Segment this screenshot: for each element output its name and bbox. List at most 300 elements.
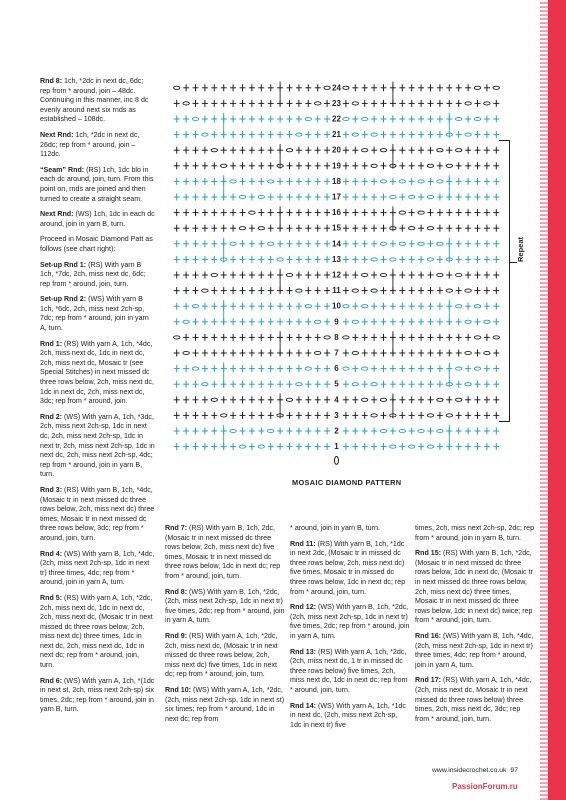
chart-stitch-symbol <box>399 303 405 310</box>
chart-stitch-symbol <box>183 256 189 263</box>
chart-stitch-symbol <box>240 209 246 216</box>
chart-stitch-symbol <box>437 100 443 107</box>
instruction-paragraph <box>415 524 535 543</box>
chart-stitch-symbol <box>428 318 434 325</box>
chart-stitch-symbol <box>324 116 330 123</box>
chart-stitch-symbol <box>409 350 415 357</box>
chart-stitch-symbol <box>428 84 434 91</box>
chart-stitch-symbol <box>183 320 189 323</box>
chart-stitch-symbol <box>484 334 490 341</box>
round-text: (WS) 1ch, 1dc in each dc around, join in yarn B, turn. <box>40 210 155 228</box>
chart-stitch-symbol <box>249 318 255 325</box>
chart-stitch-symbol <box>305 225 311 232</box>
chart-stitch-symbol <box>193 334 199 341</box>
chart-stitch-symbol <box>240 100 246 107</box>
chart-stitch-symbol <box>399 116 405 123</box>
chart-stitch-symbol <box>211 149 217 152</box>
chart-stitch-symbol <box>268 209 274 216</box>
chart-stitch-symbol <box>174 131 180 138</box>
round-text: (WS) With yarn A, 1ch, *2dc, (2ch, miss next 2ch-sp, 1dc in next st) six times; rep from * around, 1dc in next dc; rep from <box>165 685 285 723</box>
chart-stitch-symbol <box>211 381 217 388</box>
chart-stitch-symbol <box>343 131 349 138</box>
chart-stitch-symbol <box>446 225 452 232</box>
chart-stitch-symbol <box>315 412 321 419</box>
chart-stitch-symbol <box>193 287 199 294</box>
chart-stitch-symbol <box>305 84 311 91</box>
chart-stitch-symbol <box>446 289 452 292</box>
chart-stitch-symbol <box>183 116 189 123</box>
chart-stitch-symbol <box>352 412 358 419</box>
chart-stitch-symbol <box>268 147 274 154</box>
chart-stitch-symbol <box>315 84 321 91</box>
instruction-paragraph <box>290 524 410 534</box>
chart-stitch-symbol <box>428 381 434 388</box>
chart-stitch-symbol <box>258 396 264 403</box>
chart-stitch-symbol <box>428 209 434 216</box>
chart-stitch-symbol <box>390 365 396 372</box>
chart-stitch-symbol <box>399 429 405 432</box>
chart-stitch-symbol <box>211 365 217 372</box>
chart-stitch-symbol <box>456 117 462 120</box>
chart-stitch-symbol <box>315 131 321 138</box>
instruction-paragraph <box>290 648 410 696</box>
chart-stitch-symbol <box>258 240 264 247</box>
instruction-paragraph <box>40 261 155 290</box>
chart-stitch-symbol <box>465 383 471 386</box>
chart-stitch-symbol <box>390 258 396 261</box>
chart-stitch-symbol <box>287 116 293 123</box>
chart-stitch-symbol <box>371 334 377 341</box>
chart-stitch-symbol <box>381 116 387 123</box>
chart-stitch-symbol <box>465 178 471 185</box>
chart-stitch-symbol <box>249 147 255 154</box>
chart-stitch-symbol <box>399 162 405 169</box>
chart-stitch-symbol <box>193 272 199 279</box>
chart-stitch-symbol <box>315 225 321 232</box>
chart-stitch-symbol <box>211 256 217 263</box>
chart-stitch-symbol <box>258 365 264 372</box>
chart-stitch-symbol <box>296 303 302 310</box>
chart-stitch-symbol <box>362 194 368 201</box>
chart-stitch-symbol <box>202 318 208 325</box>
chart-stitch-symbol <box>399 180 405 183</box>
chart-stitch-symbol <box>249 272 255 279</box>
chart-stitch-symbol <box>437 180 443 183</box>
round-label: Rnd 8: <box>165 587 188 596</box>
chart-stitch-symbol <box>268 180 274 183</box>
chart-stitch-symbol <box>296 147 302 154</box>
chart-stitch-symbol <box>352 116 358 123</box>
chart-stitch-symbol <box>409 396 415 403</box>
chart-stitch-symbol <box>192 305 198 308</box>
chart-stitch-symbol <box>399 318 405 325</box>
chart-stitch-symbol <box>230 242 236 245</box>
chart-stitch-symbol <box>277 443 283 450</box>
chart-stitch-symbol <box>475 240 481 247</box>
chart-stitch-symbol <box>296 383 302 386</box>
chart-stitch-symbol <box>437 116 443 123</box>
chart-stitch-symbol <box>258 303 264 310</box>
chart-stitch-symbol <box>211 428 217 435</box>
chart-stitch-symbol <box>343 256 349 263</box>
chart-stitch-symbol <box>399 365 405 372</box>
chart-stitch-symbol <box>456 350 462 357</box>
chart-stitch-symbol <box>324 303 330 310</box>
chart-stitch-symbol <box>381 303 387 310</box>
chart-stitch-symbol <box>230 429 236 432</box>
chart-stitch-symbol <box>371 116 377 123</box>
chart-stitch-symbol <box>258 131 264 138</box>
chart-stitch-symbol <box>315 320 321 323</box>
chart-stitch-symbol <box>324 428 330 435</box>
chart-stitch-symbol <box>324 240 330 247</box>
chart-stitch-symbol <box>211 131 217 138</box>
instructions-column-2 <box>165 524 285 730</box>
chart-stitch-symbol <box>230 147 236 154</box>
chart-stitch-symbol <box>456 240 462 247</box>
chart-stitch-symbol <box>475 381 481 388</box>
chart-stitch-symbol <box>240 412 246 419</box>
chart-stitch-symbol <box>240 240 246 247</box>
chart-stitch-symbol <box>221 100 227 107</box>
chart-stitch-symbol <box>240 350 246 357</box>
instructions-column-1 <box>40 77 155 721</box>
chart-stitch-symbol <box>362 381 368 388</box>
chart-stitch-symbol <box>230 116 236 123</box>
round-label: Set-up Rnd 1: <box>40 260 87 269</box>
chart-stitch-symbol <box>221 396 227 403</box>
chart-stitch-symbol <box>324 412 330 419</box>
chart-stitch-symbol <box>315 116 321 123</box>
chart-stitch-symbol <box>211 318 217 325</box>
chart-stitch-symbol <box>183 412 189 419</box>
chart-stitch-symbol <box>484 443 490 450</box>
chart-stitch-symbol <box>343 240 349 247</box>
chart-stitch-symbol <box>296 116 302 123</box>
chart-stitch-symbol <box>484 209 490 216</box>
chart-stitch-symbol <box>437 242 443 245</box>
chart-stitch-symbol <box>446 396 452 403</box>
chart-stitch-symbol <box>240 256 246 263</box>
chart-stitch-symbol <box>202 133 208 136</box>
chart-stitch-symbol <box>428 350 434 357</box>
chart-stitch-symbol <box>268 303 274 310</box>
round-label: “Seam” Rnd: <box>40 165 85 174</box>
chart-stitch-symbol <box>174 240 180 247</box>
chart-stitch-symbol <box>380 398 386 401</box>
chart-stitch-symbol <box>484 303 490 310</box>
chart-stitch-symbol <box>174 365 180 372</box>
chart-stitch-symbol <box>343 194 349 201</box>
chart-stitch-symbol <box>399 443 405 450</box>
chart-stitch-symbol <box>409 272 415 279</box>
chart-stitch-symbol <box>211 273 217 276</box>
chart-stitch-symbol <box>183 334 189 341</box>
chart-stitch-symbol <box>202 256 208 263</box>
chart-stitch-symbol <box>352 428 358 435</box>
chart-row-number: 21 <box>332 130 341 140</box>
chart-stitch-symbol <box>493 116 499 123</box>
chart-stitch-symbol <box>268 381 274 388</box>
chart-stitch-symbol <box>437 443 443 450</box>
chart-stitch-symbol <box>324 318 330 325</box>
chart-stitch-symbol <box>324 162 330 169</box>
chart-stitch-symbol <box>418 131 424 138</box>
chart-stitch-symbol <box>465 272 471 279</box>
chart-stitch-symbol <box>343 381 349 388</box>
chart-stitch-symbol <box>287 131 293 138</box>
chart-stitch-symbol <box>418 84 424 91</box>
chart-stitch-symbol <box>456 209 462 216</box>
chart-stitch-symbol <box>305 367 311 370</box>
chart-stitch-symbol <box>249 428 255 435</box>
chart-stitch-symbol <box>315 209 321 216</box>
chart-stitch-symbol <box>296 225 302 232</box>
chart-stitch-symbol <box>305 117 311 120</box>
instruction-paragraph <box>415 632 535 670</box>
chart-stitch-symbol <box>221 272 227 279</box>
instruction-paragraph <box>290 540 410 598</box>
chart-stitch-symbol <box>230 209 236 216</box>
instruction-paragraph <box>40 550 155 588</box>
round-text: 1ch, *2dc in next dc, 26dc; rep from * around, join – 112dc. <box>40 130 140 159</box>
chart-stitch-symbol <box>352 334 358 341</box>
chart-stitch-symbol <box>456 84 462 91</box>
instruction-paragraph <box>40 413 155 480</box>
chart-stitch-symbol <box>465 225 471 232</box>
chart-stitch-symbol <box>174 225 180 232</box>
chart-stitch-symbol <box>183 381 189 388</box>
chart-stitch-symbol <box>343 443 349 450</box>
chart-stitch-symbol <box>296 412 302 419</box>
chart-stitch-symbol <box>465 102 471 105</box>
chart-stitch-symbol <box>352 162 358 169</box>
chart-stitch-symbol <box>258 412 264 419</box>
chart-stitch-symbol <box>418 365 424 372</box>
chart-stitch-symbol <box>484 102 490 105</box>
chart-stitch-symbol <box>277 428 283 435</box>
chart-stitch-symbol <box>174 272 180 279</box>
chart-stitch-symbol <box>240 178 246 185</box>
chart-stitch-symbol <box>484 194 490 201</box>
chart-stitch-symbol <box>371 443 377 450</box>
chart-stitch-symbol <box>258 350 264 357</box>
chart-stitch-symbol <box>174 147 180 154</box>
chart-stitch-symbol <box>240 116 246 123</box>
instruction-paragraph <box>40 235 155 254</box>
round-text: (RS) With yarn B, 1ch, *2dc, (Mosaic tr in next missed dc three rows below, 1dc in next dc, (Mosaic tr in next missed dc three rows below, 2ch, miss next dc) three times, Mosaic tr in next missed dc three rows below, 1dc in next dc) twice; rep from * around, join, turn. <box>415 549 533 625</box>
chart-stitch-symbol <box>249 365 255 372</box>
chart-stitch-symbol <box>371 383 377 386</box>
chart-stitch-symbol <box>315 256 321 263</box>
chart-stitch-symbol <box>287 240 293 247</box>
chart-stitch-symbol <box>287 100 293 107</box>
chart-stitch-symbol <box>315 240 321 247</box>
chart-stitch-symbol <box>174 86 180 89</box>
chart-stitch-symbol <box>484 162 490 169</box>
chart-stitch-symbol <box>371 414 377 417</box>
chart-stitch-symbol <box>352 194 358 201</box>
chart-stitch-symbol <box>174 209 180 216</box>
chart-stitch-symbol <box>183 303 189 310</box>
chart-stitch-symbol <box>315 428 321 435</box>
chart-stitch-symbol <box>456 381 462 388</box>
chart-stitch-symbol <box>475 443 481 450</box>
round-text: times, 2ch, miss next 2ch-sp, 2dc; rep from * around, join in yarn B, turn. <box>415 524 535 542</box>
chart-stitch-symbol <box>221 164 227 167</box>
chart-stitch-symbol <box>381 256 387 263</box>
chart-stitch-symbol <box>183 131 189 138</box>
chart-stitch-symbol <box>202 147 208 154</box>
instruction-paragraph <box>415 676 535 724</box>
chart-stitch-symbol <box>418 225 424 232</box>
round-text: (WS) With yarn B, 1ch, *2dc, (2ch, miss next 2ch-sp, 1dc in next tr) five times, 2dc; rep from * around, join in yarn A, turn. <box>165 587 285 625</box>
chart-stitch-symbol <box>343 272 349 279</box>
chart-stitch-symbol <box>475 178 481 185</box>
chart-stitch-symbol <box>249 211 255 214</box>
instruction-paragraph <box>40 77 155 125</box>
round-text: 1ch, *2dc in next dc, 6dc; rep from * around, join – 48dc. Continuing in this manner, inc 8 dc evenly around next six rnds as established – 108dc. <box>40 77 149 124</box>
chart-stitch-symbol <box>484 396 490 403</box>
chart-stitch-symbol <box>446 209 452 216</box>
chart-stitch-symbol <box>324 178 330 185</box>
chart-stitch-symbol <box>202 272 208 279</box>
chart-stitch-symbol <box>474 367 480 370</box>
chart-stitch-symbol <box>202 240 208 247</box>
chart-stitch-symbol <box>475 396 481 403</box>
chart-row-number: 12 <box>332 270 341 280</box>
chart-stitch-symbol <box>465 412 471 419</box>
chart-stitch-symbol <box>343 318 349 325</box>
chart-stitch-symbol <box>465 240 471 247</box>
chart-stitch-symbol <box>418 162 424 169</box>
chart-row-number: 15 <box>332 223 341 233</box>
chart-stitch-symbol <box>343 117 349 120</box>
chart-stitch-symbol <box>418 242 424 245</box>
chart-stitch-symbol <box>352 443 358 450</box>
chart-stitch-symbol <box>475 318 481 325</box>
chart-stitch-symbol <box>183 225 189 232</box>
chart-stitch-symbol <box>428 287 434 294</box>
chart-stitch-symbol <box>240 365 246 372</box>
chart-stitch-symbol <box>493 100 499 107</box>
chart-stitch-symbol <box>230 131 236 138</box>
chart-stitch-symbol <box>409 412 415 419</box>
chart-stitch-symbol <box>381 334 387 341</box>
chart-stitch-symbol <box>305 162 311 169</box>
page-number: 97 <box>510 767 518 774</box>
round-text: (WS) With yarn A, 1ch, *3dc, 2ch, miss next 2ch-sp, 1dc in next dc, 2ch, miss next 2ch-sp, 1dc in next tr, 2ch, miss next 2ch-sp, 1dc in next dc, 2ch, miss next 2ch-sp, 4dc; rep from * around, join in yarn B, turn. <box>40 412 155 479</box>
chart-stitch-symbol <box>456 162 462 169</box>
chart-stitch-symbol <box>484 272 490 279</box>
chart-stitch-symbol <box>174 336 180 339</box>
chart-stitch-symbol <box>446 147 452 154</box>
chart-stitch-symbol <box>465 256 471 263</box>
chart-stitch-symbol <box>409 162 415 169</box>
chart-stitch-symbol <box>362 412 368 419</box>
chart-stitch-symbol <box>418 147 424 154</box>
chart-stitch-symbol <box>484 178 490 185</box>
chart-stitch-symbol <box>390 116 396 123</box>
chart-stitch-symbol <box>296 350 302 357</box>
chart-stitch-symbol <box>258 195 264 198</box>
chart-stitch-symbol <box>174 428 180 435</box>
chart-stitch-symbol <box>456 273 462 276</box>
chart-stitch-symbol <box>249 240 255 247</box>
chart-stitch-symbol <box>324 381 330 388</box>
chart-stitch-symbol <box>287 412 293 419</box>
instruction-paragraph <box>415 549 535 626</box>
chart-stitch-symbol <box>409 131 415 138</box>
chart-stitch-symbol <box>305 131 311 138</box>
round-label: Rnd 10: <box>165 685 192 694</box>
chart-row-number: 1 <box>334 442 339 452</box>
chart-stitch-symbol <box>324 443 330 450</box>
chart-stitch-symbol <box>399 100 405 107</box>
chart-stitch-symbol <box>305 147 311 154</box>
chart-stitch-symbol <box>399 256 405 263</box>
chart-stitch-symbol <box>324 365 330 372</box>
chart-stitch-symbol <box>230 256 236 263</box>
chart-stitch-symbol <box>240 272 246 279</box>
chart-stitch-symbol <box>475 350 481 357</box>
chart-stitch-symbol <box>249 100 255 107</box>
chart-stitch-symbol <box>399 194 405 201</box>
chart-stitch-symbol <box>409 209 415 216</box>
chart-stitch-symbol <box>409 195 415 198</box>
chart-stitch-symbol <box>183 396 189 403</box>
chart-stitch-symbol <box>428 396 434 403</box>
chart-stitch-symbol <box>465 334 471 341</box>
round-label: Rnd 17: <box>415 676 442 685</box>
chart-stitch-symbol <box>362 209 368 216</box>
chart-stitch-symbol <box>249 412 255 419</box>
round-label: Rnd 14: <box>290 701 317 710</box>
chart-stitch-symbol <box>475 194 481 201</box>
chart-stitch-symbol <box>418 303 424 310</box>
chart-stitch-symbol <box>456 225 462 232</box>
chart-stitch-symbol <box>258 84 264 91</box>
round-label: Rnd 1: <box>40 339 63 348</box>
chart-stitch-symbol <box>315 147 321 154</box>
chart-stitch-symbol <box>183 162 189 169</box>
round-text: (WS) With yarn B, 1ch, *4dc, (2ch, miss next 2ch-sp, 1dc in next tr) three times, 4dc; rep from * around, join in yarn A, turn. <box>40 549 155 587</box>
chart-stitch-symbol <box>174 396 180 403</box>
chart-stitch-symbol <box>211 194 217 201</box>
chart-stitch-symbol <box>418 116 424 123</box>
chart-stitch-symbol <box>465 289 471 292</box>
chart-stitch-symbol <box>343 100 349 107</box>
chart-stitch-symbol <box>352 303 358 310</box>
chart-stitch-symbol <box>324 350 330 357</box>
chart-stitch-symbol <box>296 334 302 341</box>
chart-stitch-symbol <box>437 256 443 263</box>
chart-stitch-symbol <box>211 240 217 247</box>
chart-stitch-symbol <box>183 240 189 247</box>
chart-stitch-symbol <box>277 258 283 261</box>
chart-stitch-symbol <box>315 303 321 310</box>
chart-stitch-symbol <box>484 412 490 419</box>
chart-stitch-symbol <box>437 225 443 232</box>
chart-stitch-symbol <box>230 272 236 279</box>
chart-stitch-symbol <box>286 398 292 401</box>
chart-stitch-symbol <box>230 225 236 232</box>
chart-stitch-symbol <box>183 147 189 154</box>
chart-row-number: 10 <box>332 301 341 311</box>
chart-stitch-symbol <box>202 443 208 450</box>
chart-stitch-symbol <box>437 429 443 432</box>
chart-stitch-symbol <box>183 428 189 435</box>
